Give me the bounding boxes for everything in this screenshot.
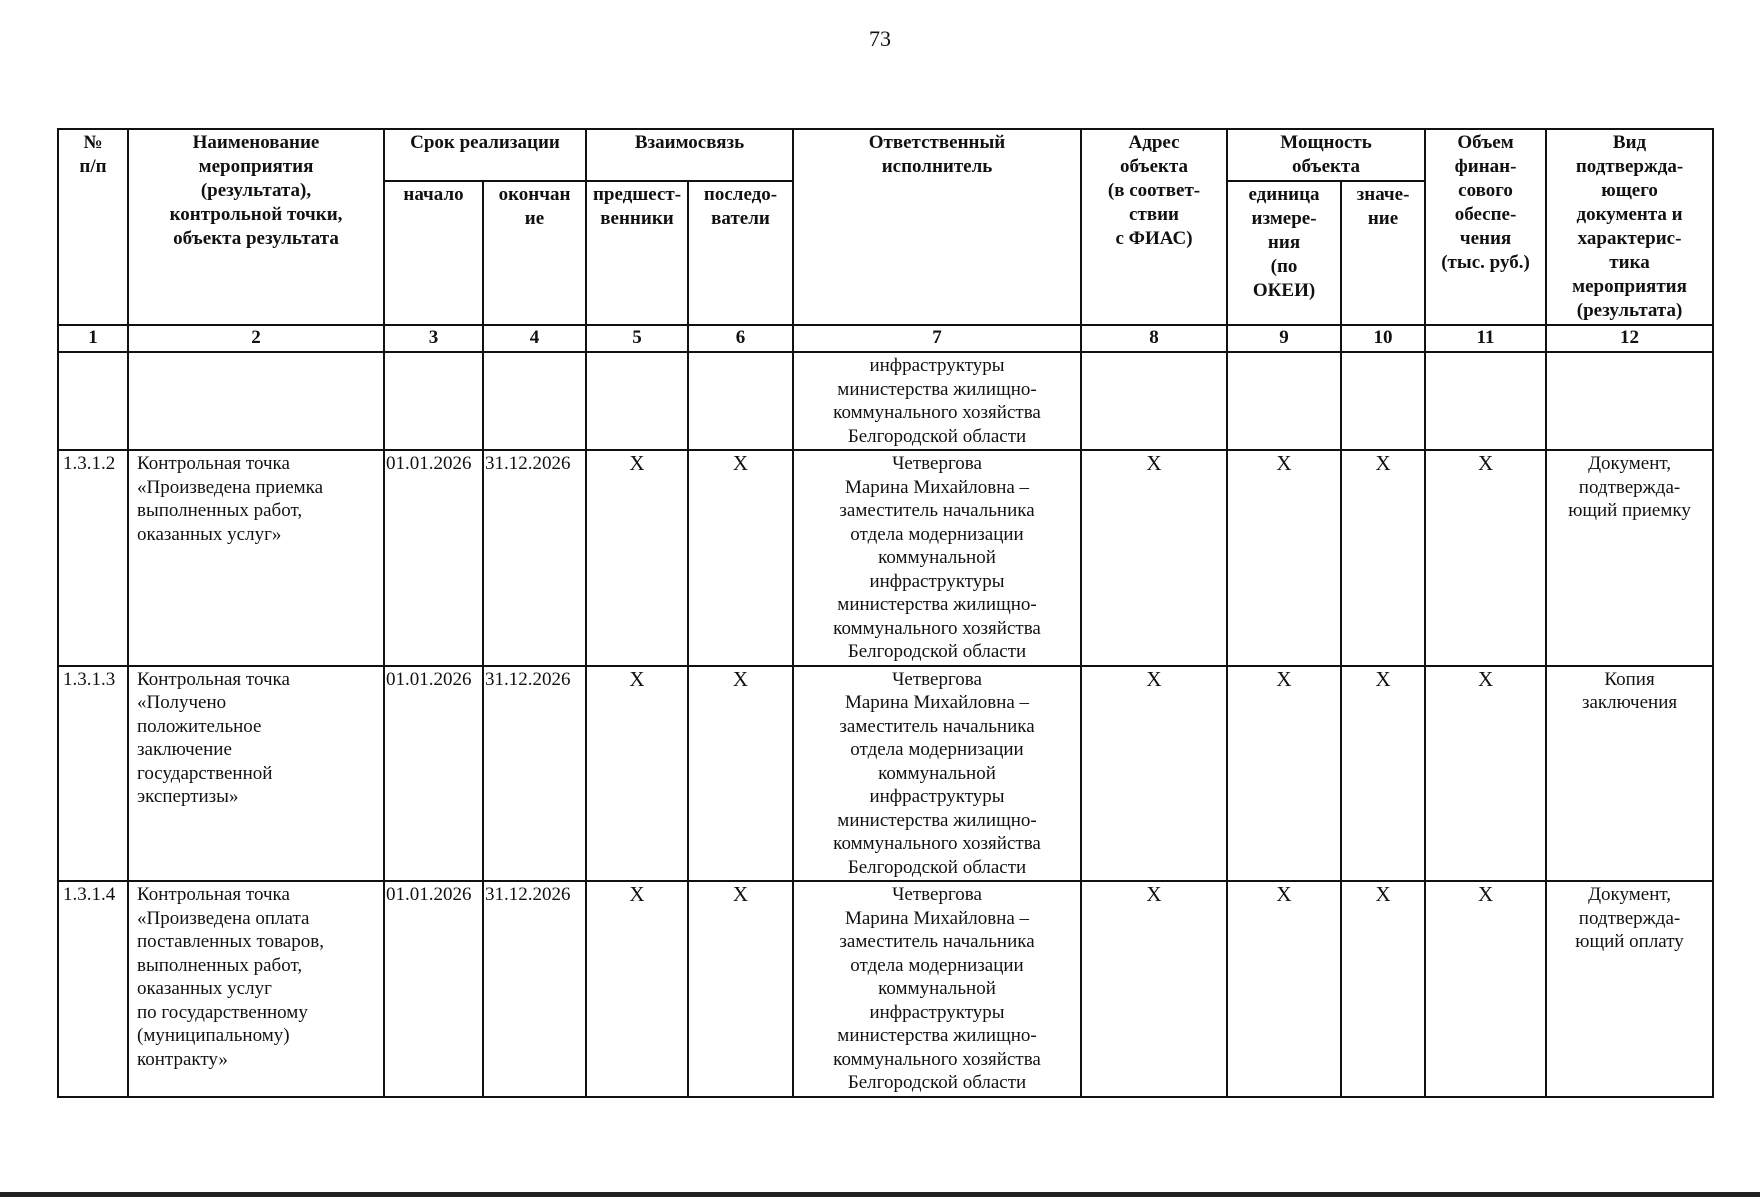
row-end — [483, 352, 586, 450]
row-predecessors: X — [586, 450, 688, 666]
row-finance: X — [1425, 666, 1546, 882]
row-responsible: Четвергова Марина Михайловна – заместитель начальника отдела модернизации коммунальной инфраструктуры министерства жилищно- коммунального хозяйства Белгородской области — [793, 450, 1081, 666]
header-value: значе- ние — [1341, 181, 1425, 325]
row-name: Контрольная точка «Произведена оплата поставленных товаров, выполненных работ, оказанных услуг по государственному (муниципальному) контракту» — [128, 881, 384, 1097]
row-start: 01.01.2026 — [384, 666, 483, 882]
table-row — [58, 881, 1713, 1097]
table-header — [58, 129, 1713, 352]
row-name: Контрольная точка «Произведена приемка выполненных работ, оказанных услуг» — [128, 450, 384, 666]
column-number: 9 — [1227, 325, 1341, 352]
page-bottom-rule — [0, 1192, 1760, 1197]
row-responsible: Четвергова Марина Михайловна – заместитель начальника отдела модернизации коммунальной инфраструктуры министерства жилищно- коммунального хозяйства Белгородской области — [793, 881, 1081, 1097]
column-number: 11 — [1425, 325, 1546, 352]
row-address: X — [1081, 881, 1227, 1097]
column-number: 4 — [483, 325, 586, 352]
header-number: № п/п — [58, 129, 128, 325]
row-successors: X — [688, 881, 793, 1097]
row-name: Контрольная точка «Получено положительное заключение государственной экспертизы» — [128, 666, 384, 882]
row-finance: X — [1425, 881, 1546, 1097]
row-name — [128, 352, 384, 450]
header-term-group: Срок реализации — [384, 129, 586, 181]
row-successors — [688, 352, 793, 450]
column-numbers-row — [58, 325, 1713, 352]
column-number: 3 — [384, 325, 483, 352]
row-value: X — [1341, 881, 1425, 1097]
column-number: 2 — [128, 325, 384, 352]
column-number: 8 — [1081, 325, 1227, 352]
row-end: 31.12.2026 — [483, 450, 586, 666]
row-finance: X — [1425, 450, 1546, 666]
row-unit: X — [1227, 881, 1341, 1097]
page-number: 73 — [869, 26, 891, 51]
row-end: 31.12.2026 — [483, 666, 586, 882]
header-address: Адрес объекта (в соответ- ствии с ФИАС) — [1081, 129, 1227, 325]
row-address — [1081, 352, 1227, 450]
row-value: X — [1341, 450, 1425, 666]
header-power-group: Мощность объекта — [1227, 129, 1425, 181]
row-document: Документ, подтвержда- ющий приемку — [1546, 450, 1713, 666]
column-number: 1 — [58, 325, 128, 352]
row-end: 31.12.2026 — [483, 881, 586, 1097]
table-row — [58, 666, 1713, 882]
header-responsible: Ответственный исполнитель — [793, 129, 1081, 325]
column-number: 10 — [1341, 325, 1425, 352]
column-number: 6 — [688, 325, 793, 352]
row-predecessors: X — [586, 666, 688, 882]
header-predecessors: предшест- венники — [586, 181, 688, 325]
row-finance — [1425, 352, 1546, 450]
header-unit: единица измере- ния (по ОКЕИ) — [1227, 181, 1341, 325]
row-start: 01.01.2026 — [384, 450, 483, 666]
column-number: 7 — [793, 325, 1081, 352]
row-predecessors: X — [586, 881, 688, 1097]
header-link-group: Взаимосвязь — [586, 129, 793, 181]
row-code — [58, 352, 128, 450]
table-row — [58, 352, 1713, 450]
row-value: X — [1341, 666, 1425, 882]
header-start: начало — [384, 181, 483, 325]
row-document — [1546, 352, 1713, 450]
table-body — [58, 352, 1713, 1097]
row-code: 1.3.1.3 — [58, 666, 128, 882]
plan-table — [57, 128, 1714, 1098]
row-code: 1.3.1.4 — [58, 881, 128, 1097]
header-finance: Объем финан- сового обеспе- чения (тыс. руб.) — [1425, 129, 1546, 325]
row-code: 1.3.1.2 — [58, 450, 128, 666]
row-unit: X — [1227, 666, 1341, 882]
column-number: 5 — [586, 325, 688, 352]
header-name: Наименование мероприятия (результата), контрольной точки, объекта результата — [128, 129, 384, 325]
row-responsible: Четвергова Марина Михайловна – заместитель начальника отдела модернизации коммунальной инфраструктуры министерства жилищно- коммунального хозяйства Белгородской области — [793, 666, 1081, 882]
header-successors: последо- ватели — [688, 181, 793, 325]
row-predecessors — [586, 352, 688, 450]
row-document: Копия заключения — [1546, 666, 1713, 882]
row-start: 01.01.2026 — [384, 881, 483, 1097]
row-unit: X — [1227, 450, 1341, 666]
row-address: X — [1081, 450, 1227, 666]
header-end: окончан ие — [483, 181, 586, 325]
row-address: X — [1081, 666, 1227, 882]
row-start — [384, 352, 483, 450]
row-unit — [1227, 352, 1341, 450]
row-responsible: инфраструктуры министерства жилищно- коммунального хозяйства Белгородской области — [793, 352, 1081, 450]
row-successors: X — [688, 666, 793, 882]
row-document: Документ, подтвержда- ющий оплату — [1546, 881, 1713, 1097]
column-number: 12 — [1546, 325, 1713, 352]
table-row — [58, 450, 1713, 666]
row-value — [1341, 352, 1425, 450]
header-document: Вид подтвержда- ющего документа и характерис- тика мероприятия (результата) — [1546, 129, 1713, 325]
row-successors: X — [688, 450, 793, 666]
